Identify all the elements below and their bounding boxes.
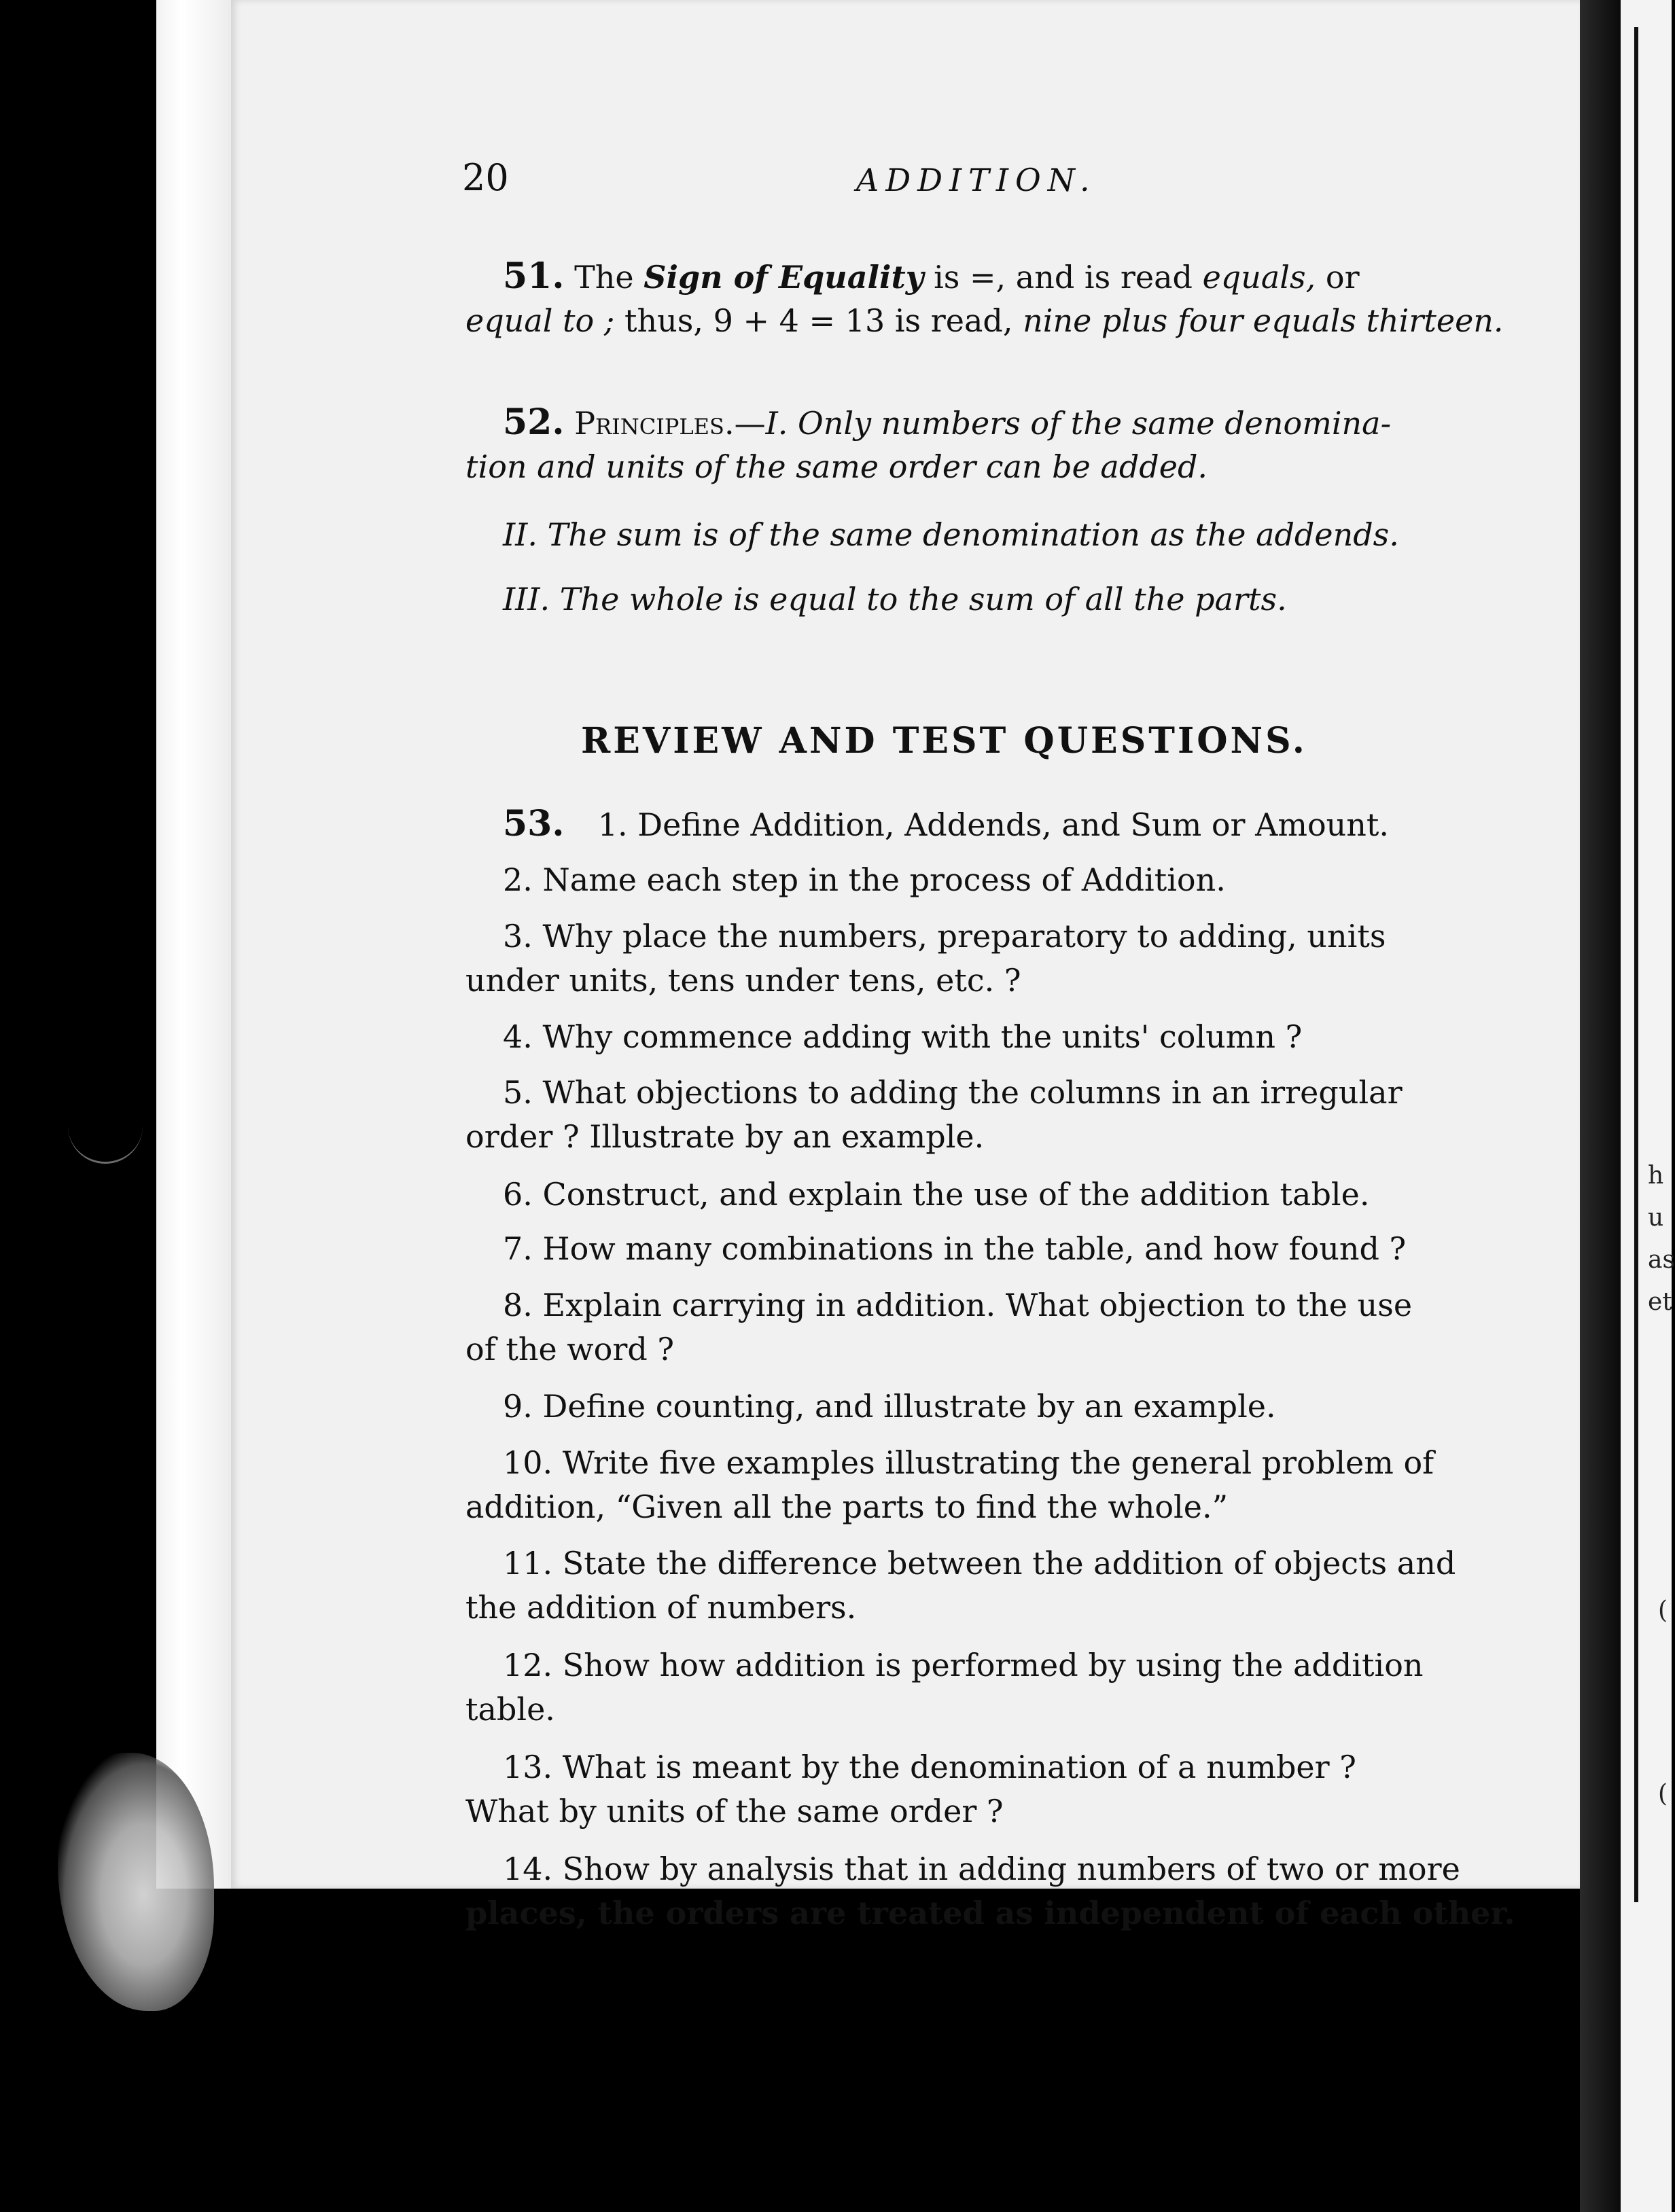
question-number: 1.: [597, 806, 628, 843]
principle-2: II. The sum is of the same denomination as the addends.: [503, 516, 1399, 553]
principles-label: Principles.: [574, 405, 735, 442]
question-10: [503, 1440, 1434, 1485]
question-8: [503, 1283, 1412, 1327]
text: equals,: [1202, 259, 1316, 296]
facing-page-fragment: et: [1648, 1288, 1672, 1316]
question-5: [503, 1070, 1403, 1115]
book-binding-gutter: [1580, 0, 1621, 2212]
question-number: 14.: [503, 1851, 553, 1887]
question-5-cont: order ? Illustrate by an example.: [465, 1118, 985, 1155]
question-text: What is meant by the denomination of a number ?: [562, 1749, 1356, 1785]
question-number: 6.: [503, 1176, 533, 1213]
facing-page-fragment: (: [1658, 1596, 1668, 1624]
question-12: [503, 1643, 1424, 1688]
running-title: ADDITION.: [856, 162, 1097, 198]
question-2: [503, 857, 1226, 902]
question-text: Why place the numbers, preparatory to adding, units: [542, 918, 1386, 955]
facing-page-fragment: as: [1648, 1246, 1675, 1274]
section-51-line-2: [465, 299, 1504, 342]
question-number: 13.: [503, 1749, 553, 1785]
text: or: [1325, 259, 1360, 296]
section-51-line-1: [503, 255, 1360, 299]
question-1: [503, 802, 1389, 847]
question-text: What objections to adding the columns in an irregular: [542, 1074, 1403, 1111]
question-12-cont: table.: [465, 1691, 555, 1728]
facing-page-fragment: u: [1648, 1204, 1664, 1232]
question-text: How many combinations in the table, and how found ?: [542, 1230, 1407, 1267]
page-number: 20: [462, 156, 509, 199]
question-10-cont: addition, “Given all the parts to find the whole.”: [465, 1488, 1229, 1525]
principle-numeral: I.: [765, 405, 788, 442]
question-3-cont: under units, tens under tens, etc. ?: [465, 962, 1021, 999]
question-text: Define Addition, Addends, and Sum or Amount.: [637, 806, 1390, 843]
question-number: 11.: [503, 1545, 553, 1582]
text: is =, and is read: [934, 259, 1193, 296]
text: The: [574, 259, 634, 296]
question-number: 7.: [503, 1230, 533, 1267]
question-text: Show how addition is performed by using the addition: [562, 1647, 1424, 1683]
question-text: Name each step in the process of Addition.: [542, 861, 1226, 898]
text: equal to ;: [465, 302, 615, 339]
question-text: Write five examples illustrating the general problem of: [562, 1444, 1434, 1481]
question-9: [503, 1384, 1276, 1429]
facing-page-fragment: h: [1648, 1162, 1664, 1190]
scan-mark: [68, 1114, 143, 1164]
question-text: Show by analysis that in adding numbers of two or more: [562, 1851, 1460, 1887]
question-text: State the difference between the addition of objects and: [562, 1545, 1456, 1582]
question-number: 2.: [503, 861, 533, 898]
question-8-cont: of the word ?: [465, 1331, 675, 1368]
question-number: 9.: [503, 1388, 533, 1425]
section-number: 53.: [503, 803, 565, 844]
facing-page-strip: [1621, 0, 1672, 2212]
question-number: 10.: [503, 1444, 553, 1481]
question-number: 4.: [503, 1018, 533, 1055]
section-52-line-2: tion and units of the same order can be added.: [465, 448, 1208, 485]
facing-page-fragment: (: [1658, 1780, 1668, 1808]
example-reading: nine plus four equals thirteen.: [1023, 302, 1504, 339]
principle-text: Only numbers of the same denomina-: [798, 405, 1392, 442]
question-number: 12.: [503, 1647, 553, 1683]
question-number: 5.: [503, 1074, 533, 1111]
question-text: Why commence adding with the units' column ?: [542, 1018, 1303, 1055]
text: thus, 9 + 4 = 13 is read,: [624, 302, 1013, 339]
scan-bottom-shadow: [156, 1889, 1580, 2212]
section-heading: REVIEW AND TEST QUESTIONS.: [581, 720, 1307, 762]
question-11-cont: the addition of numbers.: [465, 1589, 857, 1626]
question-text: Construct, and explain the use of the addition table.: [542, 1176, 1370, 1213]
question-6: [503, 1172, 1369, 1217]
question-14: [503, 1847, 1460, 1891]
question-3: [503, 914, 1386, 959]
section-number: 52.: [503, 402, 565, 443]
section-number: 51.: [503, 255, 565, 297]
facing-page-edge: [1634, 27, 1638, 1902]
question-14-cont: places, the orders are treated as independent of each other.: [465, 1895, 1515, 1931]
question-13: [503, 1745, 1356, 1789]
question-number: 8.: [503, 1287, 533, 1323]
section-52-line-1: 52. Principles.—I. Only numbers of the same denomina-: [503, 402, 1392, 443]
question-text: Define counting, and illustrate by an example.: [542, 1388, 1276, 1425]
question-number: 3.: [503, 918, 533, 955]
principle-3: III. The whole is equal to the sum of all the parts.: [503, 581, 1287, 618]
question-4: [503, 1014, 1302, 1059]
question-13-cont: What by units of the same order ?: [465, 1793, 1004, 1830]
question-11: [503, 1541, 1456, 1586]
question-7: [503, 1226, 1406, 1271]
defined-term: Sign of Equality: [643, 259, 924, 296]
question-text: Explain carrying in addition. What objection to the use: [542, 1287, 1413, 1323]
